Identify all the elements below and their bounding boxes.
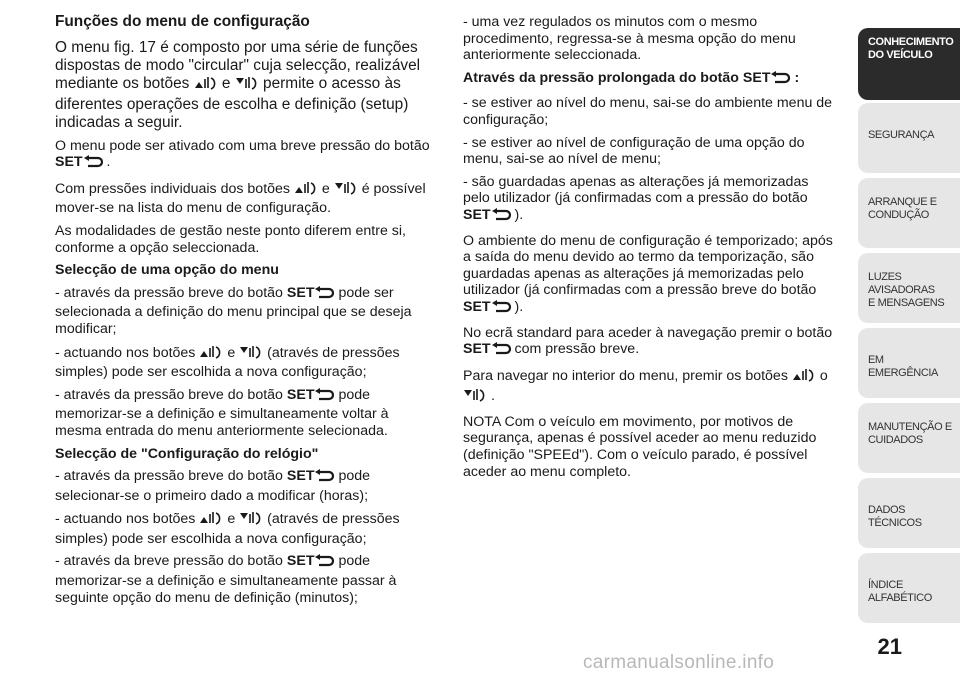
paragraph xyxy=(55,39,433,132)
tab-manutencao-e-cuidados[interactable] xyxy=(858,403,960,473)
set-button-label: SET xyxy=(287,285,335,301)
set-return-icon xyxy=(491,300,511,319)
text: - através da pressão breve do botão xyxy=(55,468,283,485)
text: O ambiente do menu de configuração é temporizado; após a saída do menu devido ao termo da temporização, são guardadas apenas as alterações já memorizadas pelo utilizador (já confirmadas com a pressão breve do botão xyxy=(463,232,833,299)
up-button-icon xyxy=(294,180,318,201)
text: No ecrã standard para aceder à navegação premir o botão xyxy=(463,324,833,341)
down-button-icon xyxy=(239,510,263,531)
paragraph: - se estiver ao nível do menu, sai-se do ambiente menu de configuração; xyxy=(463,95,833,128)
text: permite o acesso às diferentes operações de escolha e definição (setup) indicadas a seguir. xyxy=(55,74,409,131)
tab-label: EM EMERGÊNCIA xyxy=(868,354,938,379)
set-return-icon xyxy=(83,155,103,174)
text: . xyxy=(490,388,495,405)
text: O menu pode ser ativado com uma breve pressão do botão xyxy=(55,137,430,154)
tab-dados-tecnicos[interactable] xyxy=(858,478,960,548)
up-button-icon xyxy=(792,367,816,388)
subheading: Selecção de uma opção do menu xyxy=(55,262,279,279)
paragraph: - uma vez regulados os minutos com o mesmo procedimento, regressa-se à mesma opção do menu anteriormente seleccionada. xyxy=(463,14,796,64)
text: (através de pressões simples) pode ser escolhida a nova configuração; xyxy=(55,344,400,381)
set-return-icon xyxy=(314,554,334,573)
text: (através de pressões simples) pode ser escolhida a nova configuração; xyxy=(55,511,400,547)
text: e xyxy=(321,180,330,197)
tab-luzes-avisadoras[interactable] xyxy=(858,253,960,323)
down-button-icon xyxy=(239,344,263,365)
tab-arranque-e-conducao[interactable] xyxy=(858,178,960,248)
text: O menu fig. 17 é composto por uma série de funções dispostas de modo "circular" cuja selecção, realizável mediante os botões xyxy=(55,38,421,92)
text: pode memorizar-se a definição e simultaneamente passar à seguinte opção do menu de definição (minutos); xyxy=(55,553,397,606)
text: ). xyxy=(514,298,524,315)
text: e xyxy=(227,511,236,528)
tab-label: CONHECIMENTO xyxy=(868,36,954,48)
up-button-icon xyxy=(199,344,223,365)
tab-seguranca[interactable] xyxy=(858,103,960,173)
page-number: 21 xyxy=(877,634,902,659)
down-button-icon xyxy=(334,180,358,201)
section-title: Funções do menu de configuração xyxy=(55,13,310,30)
set-button-label: SET xyxy=(463,299,511,315)
paragraph xyxy=(55,285,433,338)
text: e xyxy=(227,344,236,361)
text: pode memorizar-se a definição e simultaneamente voltar à mesma entrada do menu anteriormente selecionada. xyxy=(55,386,389,439)
text: - através da pressão breve do botão xyxy=(55,284,283,301)
text: pode selecionar-se o primeiro dado a modificar (horas); xyxy=(55,468,370,504)
set-return-icon xyxy=(314,469,334,488)
set-return-icon xyxy=(314,388,334,407)
paragraph xyxy=(55,344,433,381)
set-return-icon xyxy=(314,286,334,305)
paragraph xyxy=(55,138,433,174)
text: - actuando nos botões xyxy=(55,511,196,528)
paragraph xyxy=(463,174,836,227)
paragraph xyxy=(55,553,433,606)
tab-label: MANUTENÇÃO E xyxy=(868,421,952,433)
paragraph: - se estiver ao nível de configuração de uma opção do menu, sai-se ao nível de menu; xyxy=(463,134,805,168)
set-button-label: SET xyxy=(55,154,103,170)
chapter-tabs xyxy=(858,0,960,678)
tab-label: ÍNDICE ALFABÉTICO xyxy=(868,579,932,604)
text: o xyxy=(819,367,828,384)
tab-label: ARRANQUE E xyxy=(868,196,937,208)
set-button-label: SET xyxy=(743,70,791,86)
text: Através da pressão prolongada do botão xyxy=(463,69,739,86)
tab-conhecimento-do-veiculo[interactable] xyxy=(858,28,960,100)
set-return-icon xyxy=(491,342,511,361)
up-button-icon xyxy=(199,510,223,531)
paragraph xyxy=(55,468,433,504)
text: com pressão breve. xyxy=(514,341,640,358)
set-button-label: SET xyxy=(463,207,511,223)
text: Para navegar no interior do menu, premir os botões xyxy=(463,367,788,384)
text: Com pressões individuais dos botões xyxy=(55,180,291,197)
note-paragraph: NOTA Com o veículo em movimento, por motivos de segurança, apenas é possível aceder ao menu reduzido (definição "SPEEd"). Com o veículo parado, é possível aceder ao menu completo. xyxy=(463,413,817,480)
set-button-label: SET xyxy=(287,387,335,403)
text: . xyxy=(106,154,111,171)
paragraph: As modalidades de gestão neste ponto diferem entre si, conforme a opção seleccionada. xyxy=(55,222,406,256)
tab-label: CONDUÇÃO xyxy=(868,209,929,221)
subheading: Selecção de "Configuração do relógio" xyxy=(55,445,319,462)
text: pode ser selecionada a definição do menu principal que se deseja modificar; xyxy=(55,284,412,337)
paragraph xyxy=(55,387,433,440)
tab-label: SEGURANÇA xyxy=(868,129,935,141)
text: - são guardadas apenas as alterações já memorizadas pelo utilizador (já confirmadas com a pressão do botão xyxy=(463,173,809,207)
right-column xyxy=(463,14,836,486)
tab-label: DADOS TÉCNICOS xyxy=(868,504,922,529)
text: e xyxy=(221,74,231,92)
text: - actuando nos botões xyxy=(55,344,196,361)
text: - através da pressão breve do botão xyxy=(55,386,283,403)
tab-em-emergencia[interactable] xyxy=(858,328,960,398)
text: ). xyxy=(514,206,524,223)
paragraph xyxy=(55,180,433,217)
set-return-icon xyxy=(491,208,511,227)
set-button-label: SET xyxy=(287,468,335,484)
tab-label: E MENSAGENS xyxy=(868,297,945,309)
up-button-icon xyxy=(194,75,218,96)
text: - através da breve pressão do botão xyxy=(55,553,283,570)
text: : xyxy=(794,69,800,86)
down-button-icon xyxy=(463,387,487,408)
tab-indice-alfabetico[interactable] xyxy=(858,553,960,623)
watermark-text: carmanualsonline.info xyxy=(583,652,775,673)
paragraph xyxy=(55,510,433,547)
set-return-icon xyxy=(770,71,790,90)
tab-label: DO VEÍCULO xyxy=(868,49,933,61)
down-button-icon xyxy=(235,75,259,96)
subheading xyxy=(463,70,836,90)
tab-label: LUZES AVISADORAS xyxy=(868,271,935,296)
tab-label: CUIDADOS xyxy=(868,434,923,446)
paragraph xyxy=(463,325,836,361)
left-column xyxy=(55,14,433,612)
text: é possível mover-se na lista do menu de configuração. xyxy=(55,180,426,217)
paragraph xyxy=(463,233,836,319)
set-button-label: SET xyxy=(463,341,511,357)
paragraph xyxy=(463,367,836,408)
set-button-label: SET xyxy=(287,553,335,569)
